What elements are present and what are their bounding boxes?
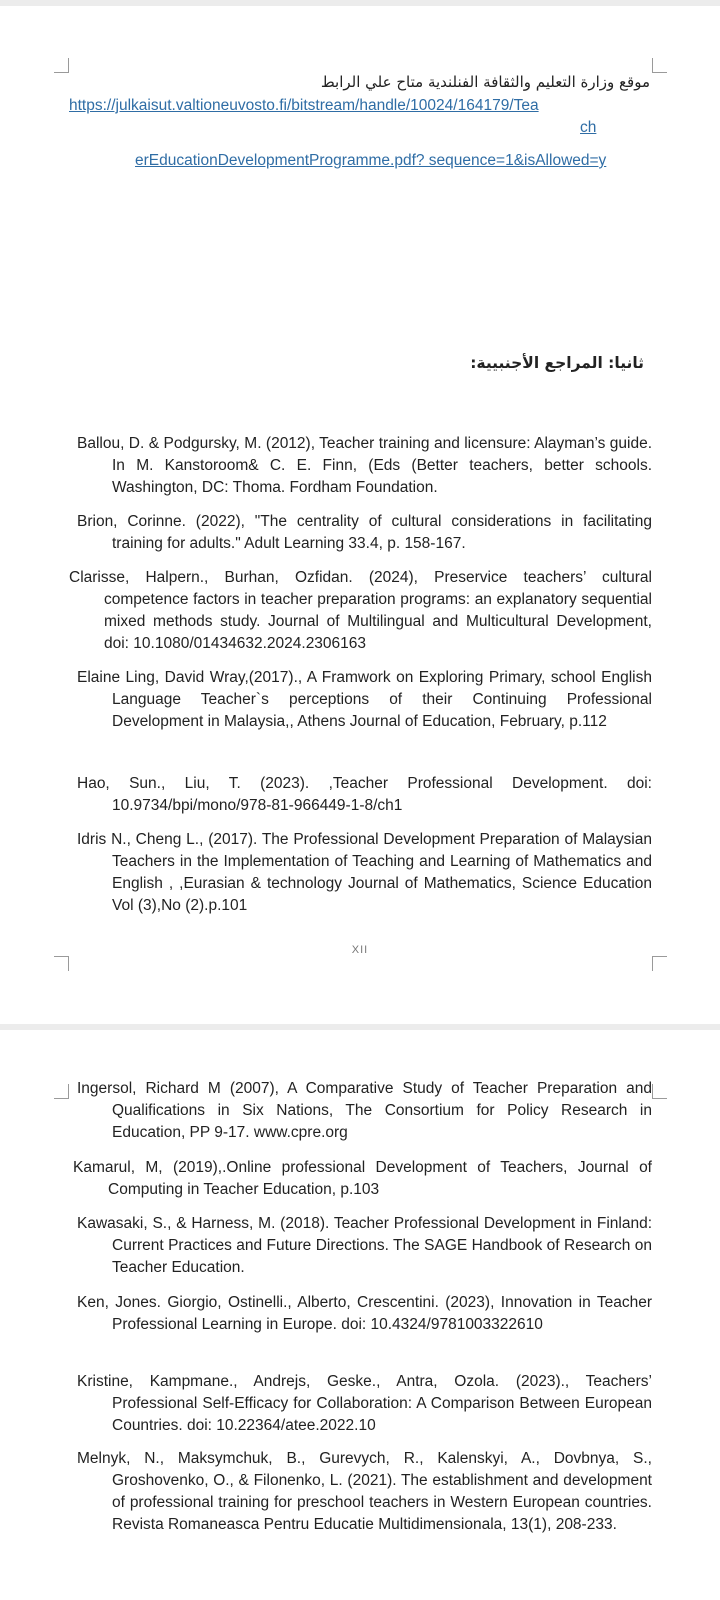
page-corner-mark bbox=[54, 58, 69, 73]
page-corner-mark bbox=[54, 1084, 69, 1099]
reference-entry: Kamarul, M, (2019),.Online professional Development of Teachers, Journal of Computing in Teacher Education, p.103 bbox=[73, 1159, 652, 1198]
reference-entry: Ballou, D. & Podgursky, M. (2012), Teacher training and licensure: Alayman’s guide. In M. Kanstoroom& C. E. Finn, (Eds (Better teachers, better schools. Washington, DC: Thoma. Fordham Foundation. bbox=[77, 435, 652, 496]
reference-entry: Kawasaki, S., & Harness, M. (2018). Teacher Professional Development in Finland: Current Practices and Future Directions. The SAGE Handbook of Research on Teacher Education. bbox=[77, 1215, 652, 1276]
page-number: XII bbox=[351, 944, 369, 956]
reference-entry: Ingersol, Richard M (2007), A Comparative Study of Teacher Preparation and Qualifications in Six Nations, The Consortium for Policy Research in Education, PP 9-17. www.cpre.org bbox=[77, 1080, 652, 1141]
source-link-line-3[interactable]: erEducationDevelopmentProgramme.pdf? sequence=1&isAllowed=y bbox=[135, 152, 607, 169]
document-page-1 bbox=[0, 6, 720, 1024]
reference-entry: Kristine, Kampmane., Andrejs, Geske., Antra, Ozola. (2023)., Teachers’ Professional Self-Efficacy for Collaboration: A Comparison Between European Countries. doi: 10.22364/atee.2022.10 bbox=[77, 1373, 652, 1434]
source-link-line-2[interactable]: ch bbox=[580, 119, 597, 136]
reference-entry: Idris N., Cheng L., (2017). The Professional Development Preparation of Malaysian Teachers in the Implementation of Teaching and Learning of Mathematics and English , ,Eurasian & technology Journal of Mathematics, Science Education Vol (3),No (2).p.101 bbox=[77, 831, 652, 914]
reference-entry: Elaine Ling, David Wray,(2017)., A Framwork on Exploring Primary, school English Language Teacher`s perceptions of their Continuing Professional Development in Malaysia,, Athens Journal of Education, February, p.112 bbox=[77, 669, 652, 730]
reference-entry: Ken, Jones. Giorgio, Ostinelli., Alberto, Crescentini. (2023), Innovation in Teacher Professional Learning in Europe. doi: 10.4324/9781003322610 bbox=[77, 1294, 652, 1333]
reference-entry: Brion, Corinne. (2022), "The centrality of cultural considerations in facilitating training for adults." Adult Learning 33.4, p. 158-167. bbox=[77, 513, 652, 552]
page-corner-mark bbox=[652, 956, 667, 971]
page-corner-mark bbox=[652, 58, 667, 73]
page-corner-mark bbox=[54, 956, 69, 971]
reference-entry: Hao, Sun., Liu, T. (2023). ,Teacher Professional Development. doi: 10.9734/bpi/mono/978-81-966449-1-8/ch1 bbox=[77, 775, 652, 814]
page-corner-mark bbox=[652, 1084, 667, 1099]
source-link-line-1[interactable]: https://julkaisut.valtioneuvosto.fi/bitstream/handle/10024/164179/Tea bbox=[69, 97, 539, 114]
reference-entry: Clarisse, Halpern., Burhan, Ozfidan. (2024), Preservice teachers’ cultural competence factors in teacher preparation programs: an explanatory sequential mixed methods study. Journal of Multilingual and Multicultural Development, doi: 10.1080/01434632.2024.2306163 bbox=[69, 569, 652, 652]
reference-entry: Melnyk, N., Maksymchuk, B., Gurevych, R., Kalenskyi, A., Dovbnya, S., Groshovenko, O., & Filonenko, L. (2021). The establishment and development of professional training for preschool teachers in Western European countries. Revista Romaneasca Pentru Educatie Multidimensionala, 13(1), 208-233. bbox=[77, 1450, 652, 1533]
foreign-references-heading: ثانيا: المراجع الأجنبيية: bbox=[470, 354, 644, 372]
document-page-2 bbox=[0, 1030, 720, 1600]
arabic-source-note: موقع وزارة التعليم والثقافة الفنلندية متاح علي الرابط bbox=[320, 73, 650, 91]
